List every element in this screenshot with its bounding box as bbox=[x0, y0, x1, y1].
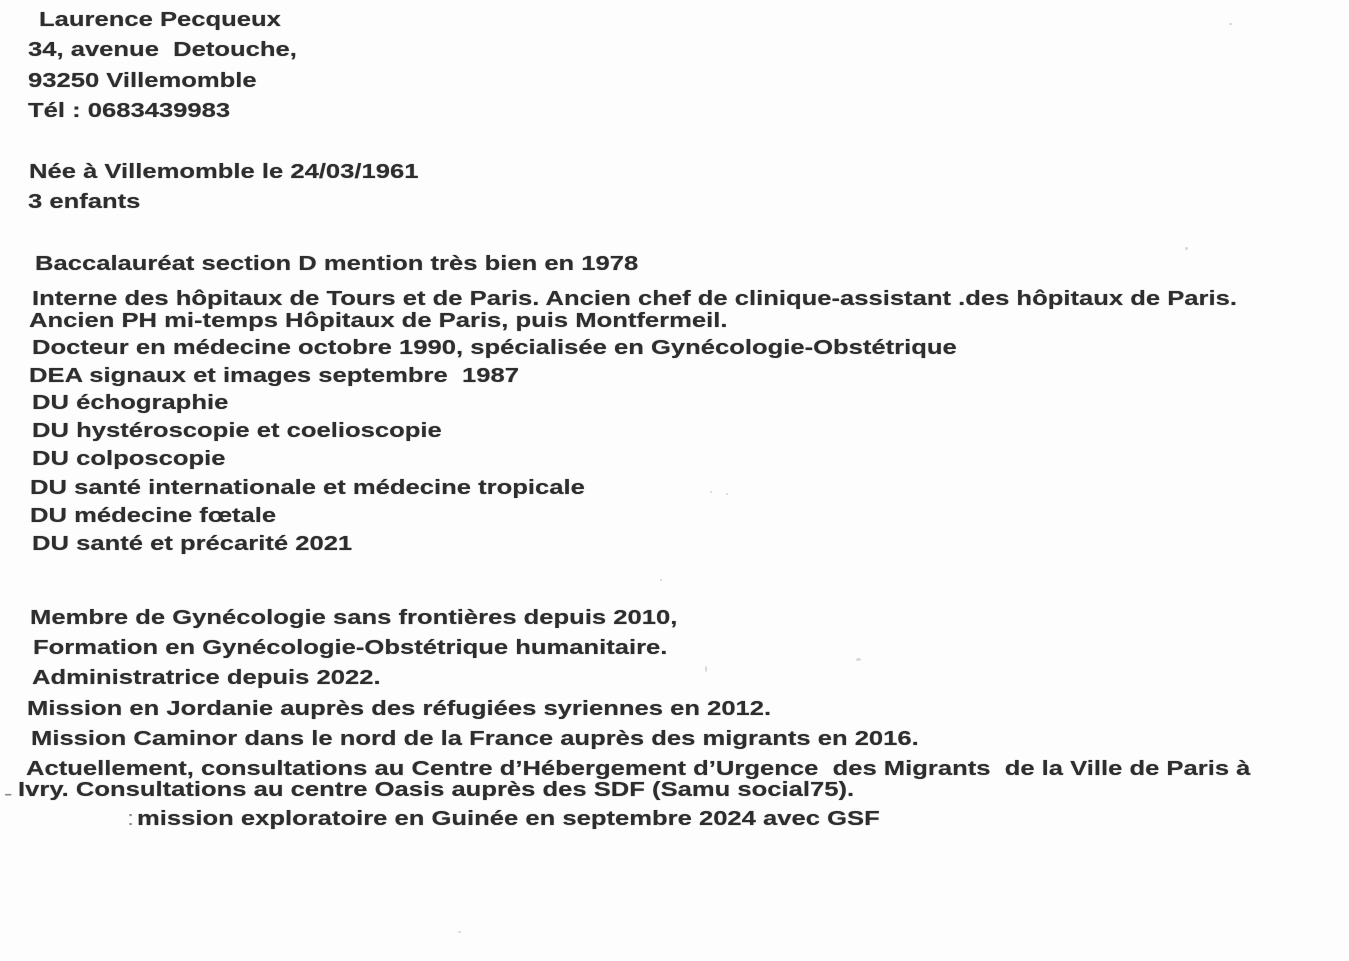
scan-speck bbox=[660, 579, 662, 581]
dea-line: DEA signaux et images septembre 1987 bbox=[29, 365, 519, 387]
scan-speck bbox=[726, 493, 728, 495]
contact-phone: Tél : 0683439983 bbox=[28, 100, 231, 122]
du-item: DU colposcopie bbox=[32, 448, 226, 470]
contact-address-line2: 93250 Villemomble bbox=[28, 70, 257, 92]
doctorat-line: Docteur en médecine octobre 1990, spécialisée en Gynécologie-Obstétrique bbox=[32, 337, 957, 359]
scan-speck bbox=[705, 666, 707, 672]
contact-address-line1: 34, avenue Detouche, bbox=[28, 39, 297, 61]
mission-guinee-line: mission exploratoire en Guinée en septembre 2024 avec GSF bbox=[137, 808, 880, 830]
scan-speck bbox=[856, 658, 861, 661]
du-item: DU hystéroscopie et coelioscopie bbox=[32, 420, 442, 442]
scan-speck bbox=[1185, 247, 1188, 250]
gsf-membre-line: Membre de Gynécologie sans frontières depuis 2010, bbox=[30, 607, 678, 629]
birth-line: Née à Villemomble le 24/03/1961 bbox=[29, 161, 419, 183]
mission-jordanie-line: Mission en Jordanie auprès des réfugiées syriennes en 2012. bbox=[27, 698, 772, 720]
children-line: 3 enfants bbox=[28, 191, 141, 213]
scan-speck bbox=[458, 931, 461, 933]
gsf-administratrice-line: Administratrice depuis 2022. bbox=[32, 667, 381, 689]
du-item: DU santé internationale et médecine tropicale bbox=[30, 477, 585, 499]
contact-name: Laurence Pecqueux bbox=[39, 9, 281, 31]
du-item: DU médecine fœtale bbox=[30, 505, 277, 527]
mission-caminor-line: Mission Caminor dans le nord de la France auprès des migrants en 2016. bbox=[31, 728, 919, 750]
bac-line: Baccalauréat section D mention très bien en 1978 bbox=[35, 253, 639, 275]
scan-speck bbox=[1229, 23, 1232, 25]
gsf-formation-line: Formation en Gynécologie-Obstétrique humanitaire. bbox=[33, 637, 668, 659]
du-item: DU santé et précarité 2021 bbox=[32, 533, 353, 555]
interne-line-2: Ancien PH mi-temps Hôpitaux de Paris, puis Montfermeil. bbox=[29, 310, 728, 332]
scan-speck bbox=[710, 491, 712, 493]
du-item: DU échographie bbox=[32, 392, 229, 414]
margin-dash-mark: - bbox=[4, 783, 13, 805]
colon-mark: : bbox=[127, 808, 135, 830]
actuellement-line-1: Actuellement, consultations au Centre d’Hébergement d’Urgence des Migrants de la Ville de Paris à bbox=[26, 758, 1251, 780]
actuellement-line-2: Ivry. Consultations au centre Oasis auprès des SDF (Samu social75). bbox=[18, 779, 855, 801]
interne-line-1: Interne des hôpitaux de Tours et de Paris. Ancien chef de clinique-assistant .des hôpitaux de Paris. bbox=[32, 288, 1237, 310]
